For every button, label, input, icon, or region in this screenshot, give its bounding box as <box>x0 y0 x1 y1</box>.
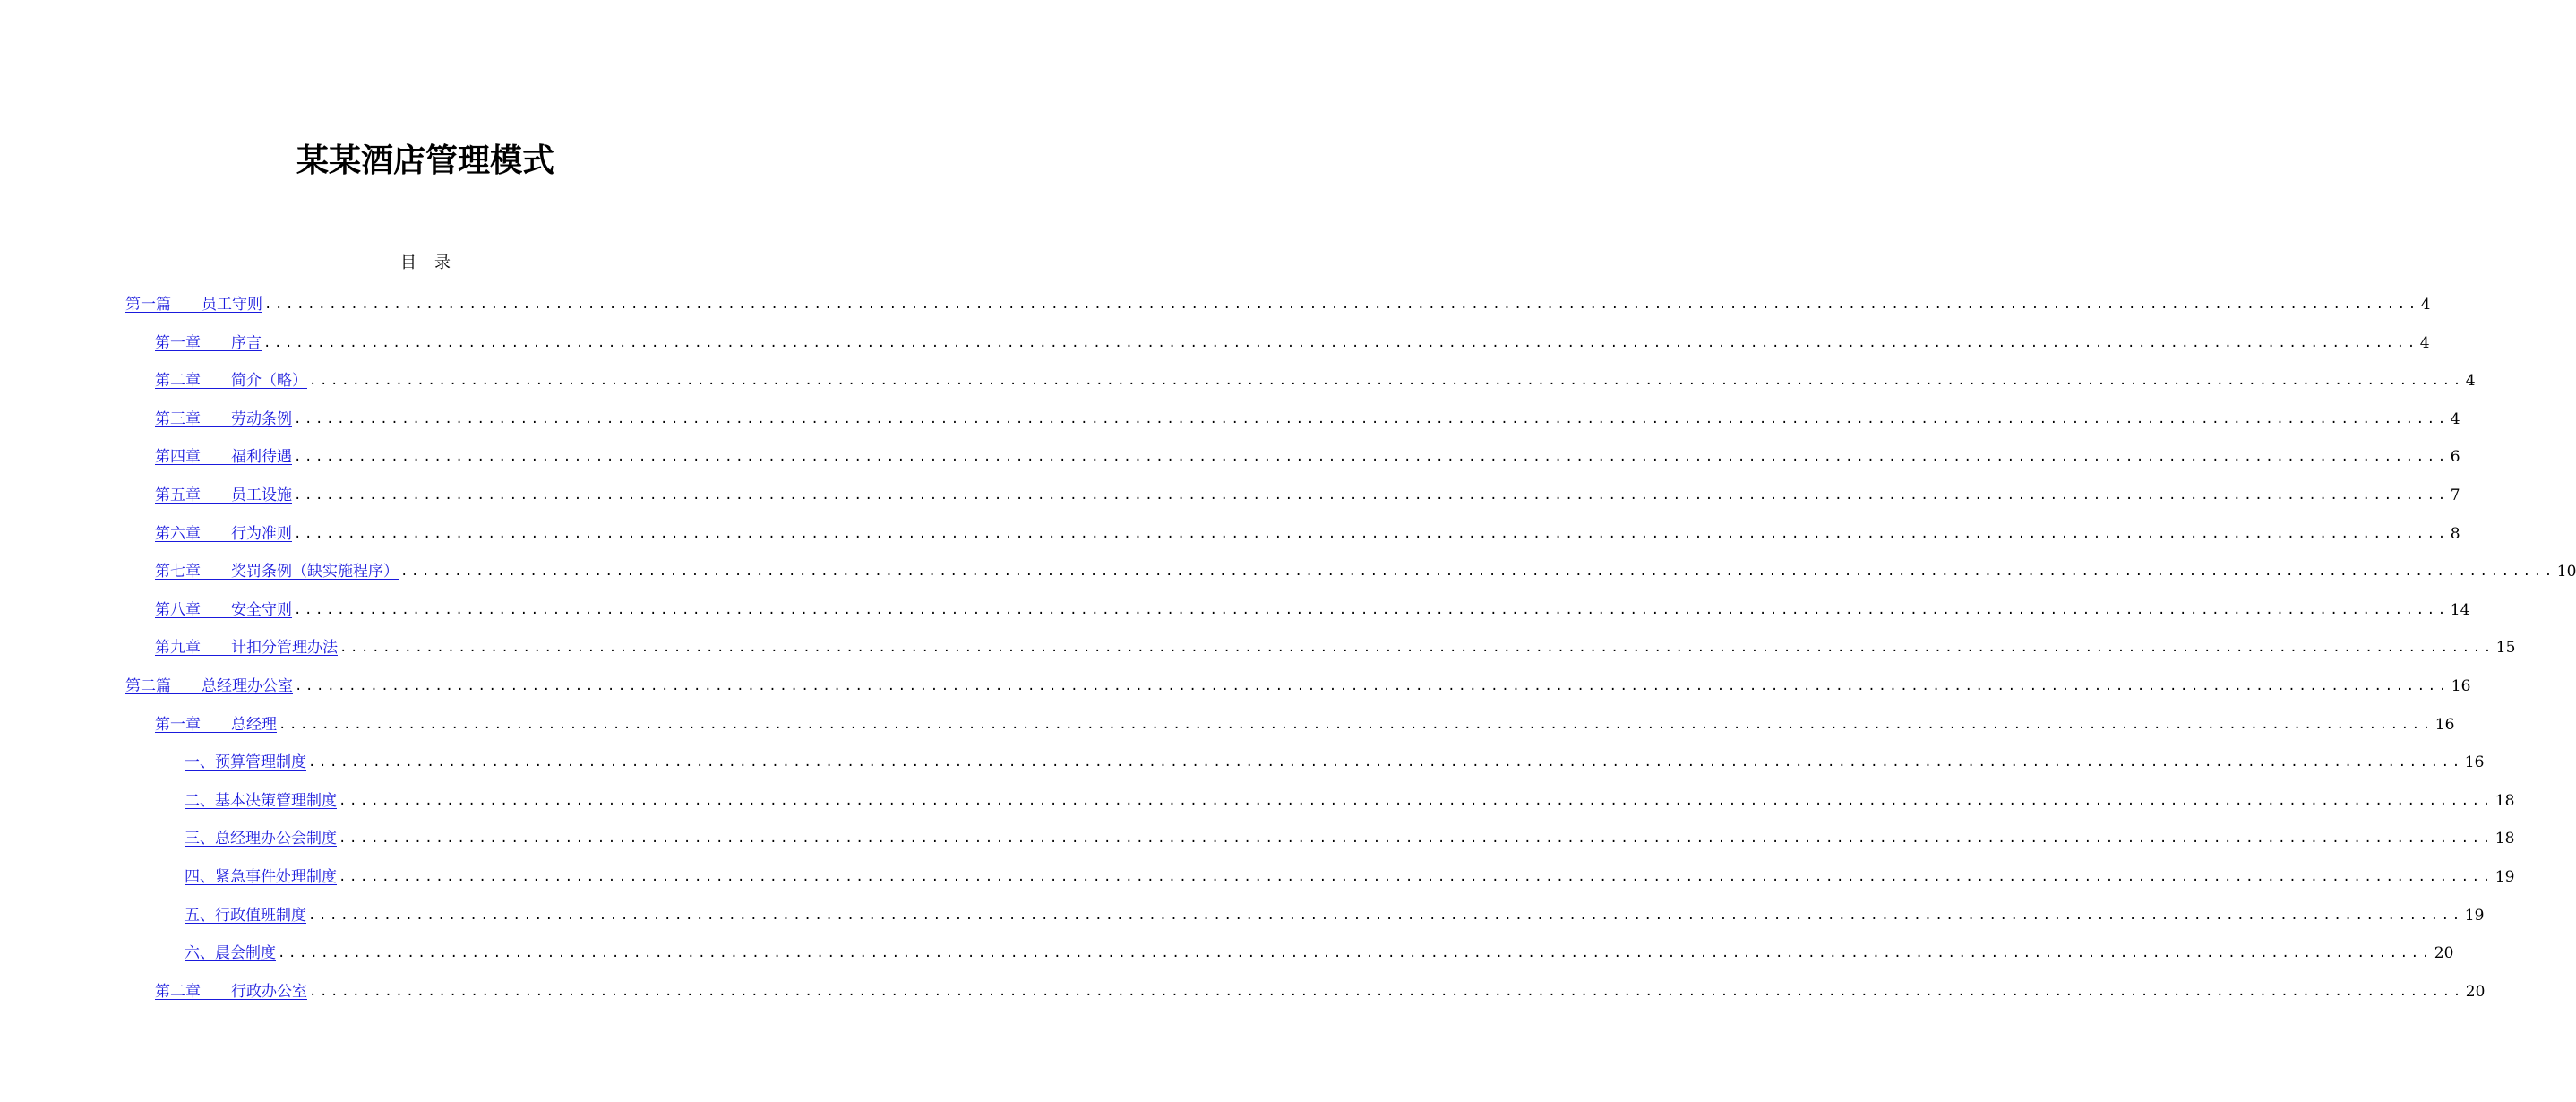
toc-entry <box>125 288 2431 315</box>
toc-page-number: 19 <box>2464 906 2485 925</box>
toc-dot-leader: ........................................................................................................................................................................................................ <box>308 908 2463 923</box>
toc-page-number: 19 <box>2494 868 2515 886</box>
toc-entry-link[interactable]: 第二篇 总经理办公室 <box>125 677 293 695</box>
toc-entry-link[interactable]: 第一篇 员工守则 <box>125 296 262 314</box>
toc-entry-link[interactable]: 一、预算管理制度 <box>185 753 306 772</box>
toc-dot-leader: ........................................................................................................................................................................................................ <box>279 717 2434 732</box>
toc-page-number: 10 <box>2556 563 2576 581</box>
toc-dot-leader: ........................................................................................................................................................................................................ <box>263 335 2418 350</box>
toc-page-number: 20 <box>2434 944 2454 963</box>
toc-dot-leader: ........................................................................................................................................................................................................ <box>339 641 2494 656</box>
toc-entry-link[interactable]: 六、晨会制度 <box>185 944 276 963</box>
toc-entry <box>155 441 2460 468</box>
toc-page-number: 4 <box>2419 333 2430 352</box>
toc-entry <box>185 785 2515 812</box>
toc-dot-leader: ........................................................................................................................................................................................................ <box>278 946 2433 961</box>
toc-entry <box>155 976 2486 1003</box>
toc-entry-link[interactable]: 第四章 福利待遇 <box>155 448 292 467</box>
toc-entry <box>155 365 2476 392</box>
toc-page-number: 18 <box>2494 830 2515 848</box>
toc-dot-leader: ........................................................................................................................................................................................................ <box>294 602 2449 617</box>
toc-dot-leader: ........................................................................................................................................................................................................ <box>400 564 2555 580</box>
toc-page-number: 16 <box>2434 715 2455 734</box>
toc-page-number: 7 <box>2450 486 2460 504</box>
toc-page-number: 4 <box>2450 409 2460 428</box>
toc-entry-link[interactable]: 第五章 员工设施 <box>155 486 292 504</box>
toc-entry <box>185 746 2485 773</box>
toc-dot-leader: ........................................................................................................................................................................................................ <box>294 488 2449 503</box>
toc-dot-leader: ........................................................................................................................................................................................................ <box>339 831 2494 847</box>
toc-entry <box>155 709 2455 736</box>
toc-entry <box>185 822 2515 849</box>
toc-dot-leader: ........................................................................................................................................................................................................ <box>309 984 2464 999</box>
toc-entry-link[interactable]: 第三章 劳动条例 <box>155 409 292 428</box>
toc-entry-link[interactable]: 第二章 简介（略） <box>155 372 307 391</box>
toc-page-number: 4 <box>2420 296 2431 314</box>
toc-entry-link[interactable]: 第六章 行为准则 <box>155 524 292 543</box>
toc-entry-link[interactable]: 第一章 总经理 <box>155 715 277 734</box>
toc-dot-leader: ........................................................................................................................................................................................................ <box>295 679 2450 693</box>
toc-dot-leader: ........................................................................................................................................................................................................ <box>294 526 2449 541</box>
toc-entry-link[interactable]: 第七章 奖罚条例（缺实施程序） <box>155 563 399 581</box>
toc-page-number: 15 <box>2495 639 2516 658</box>
toc-entry-link[interactable]: 五、行政值班制度 <box>185 906 306 925</box>
toc-page-number: 16 <box>2464 753 2485 772</box>
toc-page-number: 8 <box>2450 524 2460 543</box>
toc-page-number: 16 <box>2451 677 2471 695</box>
toc-page-number: 14 <box>2450 600 2470 619</box>
toc-dot-leader: ........................................................................................................................................................................................................ <box>264 297 2419 312</box>
toc-dot-leader: ........................................................................................................................................................................................................ <box>308 755 2463 771</box>
toc-dot-leader: ........................................................................................................................................................................................................ <box>294 411 2449 426</box>
toc-dot-leader: ........................................................................................................................................................................................................ <box>339 793 2494 808</box>
toc-entry-link[interactable]: 三、总经理办公会制度 <box>185 830 337 848</box>
toc-entry <box>155 632 2516 659</box>
toc-page-number: 20 <box>2465 982 2486 1001</box>
toc-entry-link[interactable]: 第八章 安全守则 <box>155 600 292 619</box>
toc-dot-leader: ........................................................................................................................................................................................................ <box>294 450 2449 465</box>
toc-entry <box>155 479 2460 506</box>
toc-entry <box>155 403 2460 430</box>
toc-entry-link[interactable]: 第二章 行政办公室 <box>155 982 307 1001</box>
toc-dot-leader: ........................................................................................................................................................................................................ <box>339 870 2494 884</box>
toc-entry <box>155 594 2470 621</box>
toc-heading: 目录 <box>400 254 468 272</box>
toc-entry-link[interactable]: 第一章 序言 <box>155 333 262 352</box>
toc-entry <box>185 861 2515 888</box>
toc-entry-link[interactable]: 二、基本决策管理制度 <box>185 791 337 810</box>
document-title: 某某酒店管理模式 <box>296 142 554 179</box>
toc-page-number: 6 <box>2450 448 2460 467</box>
toc-entry <box>125 670 2471 697</box>
toc-entry <box>155 555 2576 582</box>
toc-entry <box>185 900 2485 926</box>
toc-entry <box>185 937 2454 964</box>
toc-entry <box>155 518 2460 545</box>
toc-entry <box>155 327 2430 354</box>
toc-page-number: 4 <box>2465 372 2476 391</box>
toc-entry-link[interactable]: 第九章 计扣分管理办法 <box>155 639 338 658</box>
toc-entry-link[interactable]: 四、紧急事件处理制度 <box>185 868 337 886</box>
toc-page-number: 18 <box>2494 791 2515 810</box>
toc-dot-leader: ........................................................................................................................................................................................................ <box>309 374 2464 389</box>
